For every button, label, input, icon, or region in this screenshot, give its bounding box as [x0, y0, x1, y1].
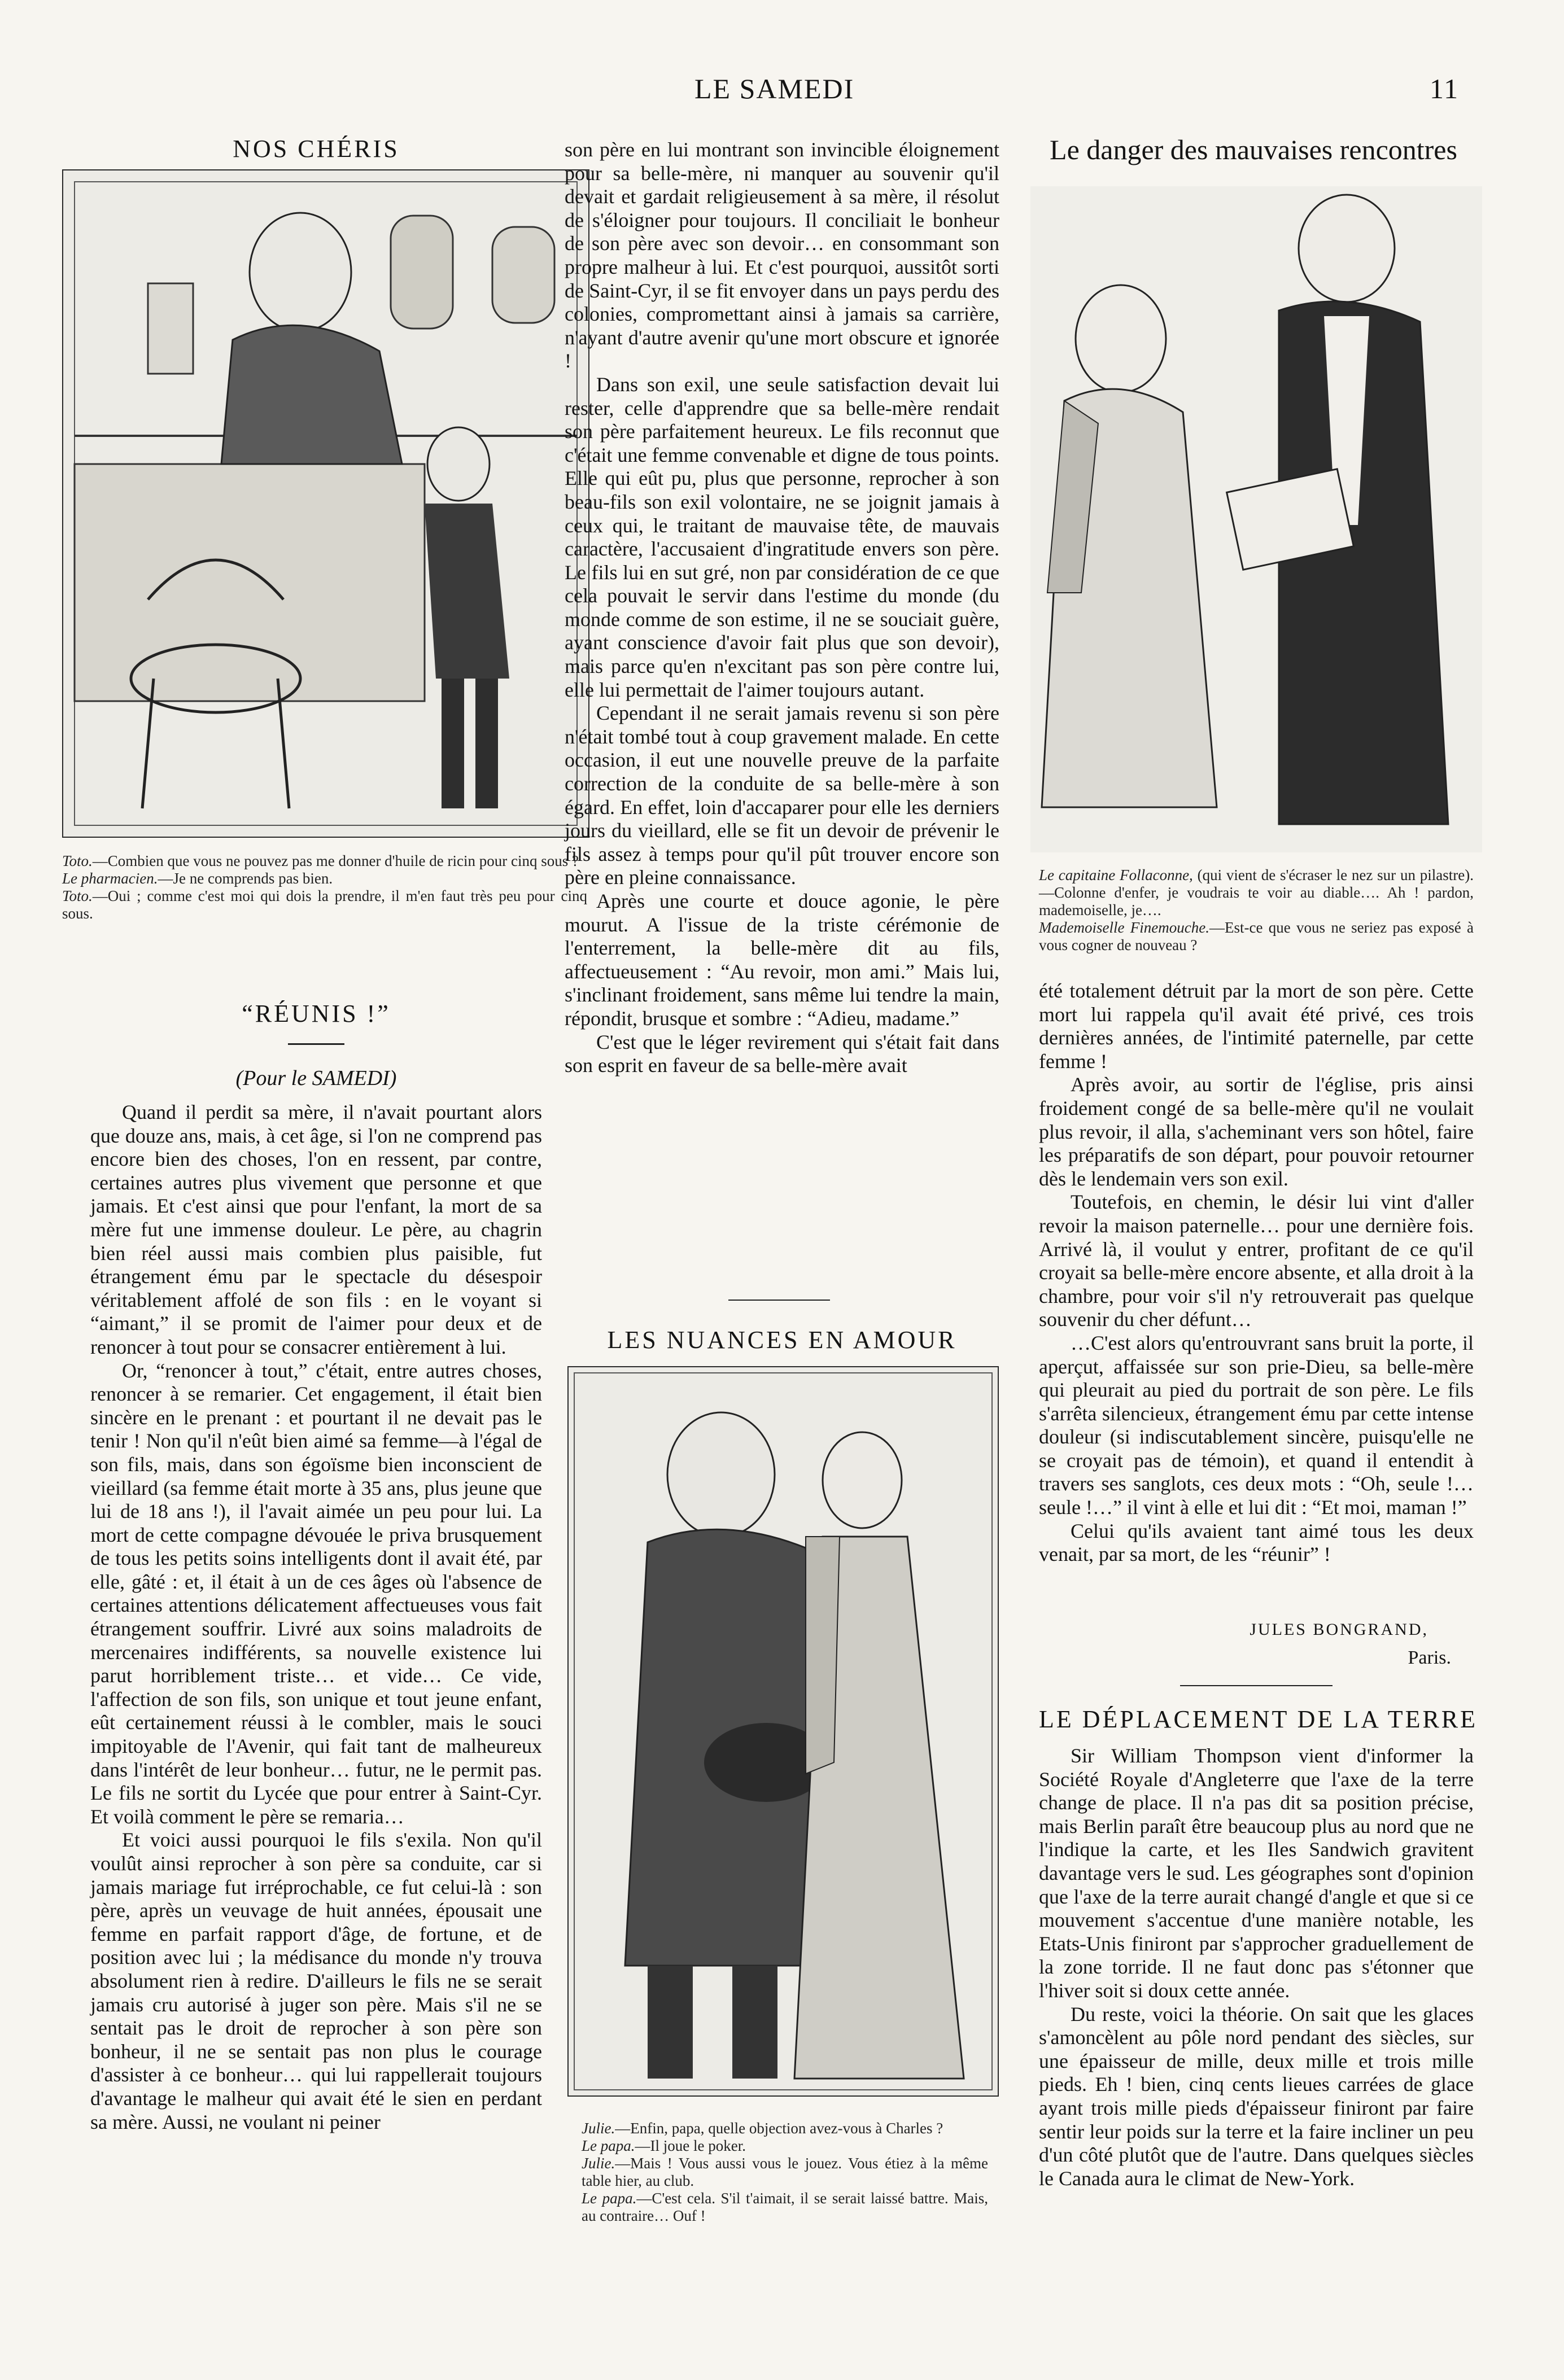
paragraph: …C'est alors qu'entrouvrant sans bruit la porte, il aperçut, affaissée sur son prie-Dieu, sa belle-mère qui pleurait au pied du portrait de son père. Le fils s'arrêta silencieux, étrangement ému par cette intense douleur (si indiscutablement sincère, puisqu'elle ne se croyait pas de témoin), et quand il entendit à travers ses sanglots, ces deux mots : “Oh, seule !… seule !…” il vint à elle et lui dit : “Et moi, maman !” — [1039, 1331, 1474, 1519]
paragraph: Et voici aussi pourquoi le fils s'exila. Non qu'il voulût ainsi reprocher à son père sa conduite, car si jamais mariage fut irréprochable, ce fut celui-là : son père, après un veuvage de huit années, épousait une femme en parfait rapport d'âge, de fortune, et de position avec lui ; la médisance du monde n'y trouva absolument rien à redire. D'ailleurs le fils ne se serait jamais cru autorisé à juger son père. Mais s'il ne se sentait pas le droit de reprocher à son père son bonheur, il ne se sentait pas non plus le courage d'assister à ce bonheur… qui lui rappellerait toujours d'avantage le malheur qui avait été le sien en perdant sa mère. Aussi, ne voulant ni peiner — [90, 1828, 542, 2133]
caption-line: Le pharmacien.—Je ne comprends pas bien. — [62, 870, 333, 887]
caption-line: Mademoiselle Finemouche.—Est-ce que vous ne seriez pas exposé à vous cogner de nouveau ? — [1039, 919, 1474, 953]
author-place: Paris. — [1408, 1647, 1451, 1668]
paragraph: Celui qu'ils avaient tant aimé tous les deux venait, par sa mort, de les “réunir” ! — [1039, 1519, 1474, 1566]
paragraph: C'est que le léger revirement qui s'était fait dans son esprit en faveur de sa belle-mère avait — [565, 1030, 999, 1077]
ballroom-illustration — [1030, 186, 1482, 852]
reunis-column-2 — [565, 138, 999, 1078]
paragraph: Dans son exil, une seule satisfaction devait lui rester, celle d'apprendre que sa belle-mère rendait son père parfaitement heureux. Le fils reconnut que c'était une femme convenable et digne de tous points. Elle qui eût pu, plus que personne, reprocher à son beau-fils son exil volontaire, ne se joignit jamais à ceux qui, le traitant de mauvaise tête, de mauvais caractère, l'accusaient d'ingratitude envers son père. Le fils lui en sut gré, non par considération de ce que cela pouvait le servir dans l'estime du monde (du monde comme de son estime, il ne se souciait guère, ayant conscience d'avoir fait plus que son devoir), mais parce qu'en n'excitant pas son père contre lui, elle lui permettait de l'aimer toujours autant. — [565, 373, 999, 701]
nos-cheris-caption — [62, 852, 587, 922]
caption-line: Julie.—Enfin, papa, quelle objection avez-vous à Charles ? — [582, 2120, 943, 2137]
caption-line: Toto.—Oui ; comme c'est moi qui dois la prendre, il m'en faut très peu pour cinq sous. — [62, 887, 587, 922]
reunis-byline: (Pour le SAMEDI) — [235, 1066, 397, 1090]
danger-title: Le danger des mauvaises rencontres — [1050, 134, 1457, 165]
reunis-title: “RÉUNIS !” — [242, 1000, 391, 1027]
poker-illustration — [567, 1366, 999, 2097]
reunis-column-3 — [1039, 979, 1474, 1567]
caption-line: Le papa.—Il joue le poker. — [582, 2137, 746, 2154]
paragraph: Or, “renoncer à tout,” c'était, entre autres choses, renoncer à se remarier. Cet engagement, il était bien sincère en le prenant : et pourtant il ne devait pas le tenir ! Non qu'il n'eût bien aimé sa femme—à l'égal de son fils, mais, dans son égoïsme bien inconscient de vieillard (sa femme était morte à 35 ans, plus jeune que lui de 18 ans !), il l'avait aimée un peu pour lui. La mort de cette compagne dévouée le priva brusquement de tous les petits soins intelligents dont il avait été, par elle, gâté : et, il était à un de ces âges où l'absence de certaines attentions délicatement affectueuses vous fait étrangement souffrir. Livré aux soins maladroits de mercenaires indifférents, sa nouvelle existence lui parut horriblement triste… et vide… Ce vide, l'affection de son fils, son unique et tout jeune enfant, eût certainement réussi à le combler, mais le souci impitoyable de l'Avenir, qui fait tant de malheureux dans l'intérêt de leur bonheur… futur, ne le permit pas. Le fils ne sortit du Lycée que pour entrer à Saint-Cyr. Et voilà comment le père se remaria… — [90, 1359, 542, 1828]
running-title: LE SAMEDI — [694, 73, 855, 104]
danger-caption — [1039, 867, 1474, 954]
reunis-column-1 — [90, 1101, 542, 2134]
nuances-title: LES NUANCES EN AMOUR — [607, 1326, 957, 1354]
caption-line: Le capitaine Follaconne, (qui vient de s'écraser le nez sur un pilastre). —Colonne d'enfer, je voudrais te voir au diable…. Ah ! pardon, mademoiselle, je…. — [1039, 867, 1474, 918]
paragraph: Après une courte et douce agonie, le père mourut. A l'issue de la triste cérémonie de l'enterrement, la belle-mère dit au fils, affectueusement : “Au revoir, mon ami.” Mais lui, s'inclinant froidement, sans même lui tendre la main, répondit, brusque et sombre : “Adieu, madame.” — [565, 890, 999, 1030]
nos-cheris-title: NOS CHÉRIS — [233, 135, 400, 163]
paragraph: Quand il perdit sa mère, il n'avait pourtant alors que douze ans, mais, à cet âge, si l'on ne comprend pas encore bien des choses, l'on en ressent, par contre, certaines autres plus vivement que personne et que jamais. Et c'est ainsi que pour l'enfant, la mort de sa mère fut une immense douleur. Le père, au chagrin bien réel aussi mais combien plus paisible, fut étrangement ému par le spectacle du désespoir véritablement affolé de son fils : en le voyant si “aimant,” il se promit de l'aimer pour deux et de renoncer à tout pour se consacrer entièrement à lui. — [90, 1101, 542, 1358]
caption-line: Julie.—Mais ! Vous aussi vous le jouez. Vous étiez à la même table hier, au club. — [582, 2155, 988, 2189]
author-signature: JULES BONGRAND, — [1250, 1620, 1428, 1639]
nuances-caption — [582, 2120, 988, 2225]
title-rule — [288, 1043, 344, 1045]
paragraph: son père en lui montrant son invincible éloignement pour sa belle-mère, ni manquer au souvenir qu'il devait et gardait religieusement à sa mère, il résolut de s'éloigner pour toujours. Il conciliait le bonheur de son père avec son devoir… en consommant son propre malheur à lui. Et c'est pourquoi, aussitôt sorti de Saint-Cyr, il se fit envoyer dans un pays perdu des colonies, compromettant ainsi à jamais sa carrière, n'ayant d'autre avenir qu'une mort obscure et ignorée ! — [565, 138, 999, 373]
paragraph: Cependant il ne serait jamais revenu si son père n'était tombé tout à coup gravement malade. En cette occasion, il eut une nouvelle preuve de la parfaite correction de la conduite de sa belle-mère à son égard. En effet, loin d'accaparer pour elle les derniers jours du vieillard, elle se fit un devoir de prévenir le fils assez à temps pour qu'il pût trouver encore son père en pleine connaissance. — [565, 702, 999, 889]
section-rule — [1180, 1685, 1333, 1686]
section-rule — [728, 1300, 830, 1301]
page-number: 11 — [1430, 73, 1460, 104]
paragraph: été totalement détruit par la mort de son père. Cette mort lui rappela qu'il avait été privé, ces trois dernières années, de l'intimité paternelle, par cette femme ! — [1039, 979, 1474, 1073]
deplacement-title: LE DÉPLACEMENT DE LA TERRE — [1039, 1705, 1478, 1733]
pharmacy-illustration — [62, 169, 589, 838]
paragraph: Sir William Thompson vient d'informer la Société Royale d'Angleterre que l'axe de la terre change de place. Il n'a pas dit sa position précise, mais Berlin paraît être beaucoup plus au nord que ne l'indique la carte, et les Iles Sandwich gravitent davantage vers le sud. Les géographes sont d'opinion que l'axe de la terre aurait changé d'angle et que si ce mouvement s'accentue d'une manière notable, les Etats-Unis finiront par s'approcher graduellement de la zone torride. Il ne faut donc pas s'étonner que l'hiver soit si doux cette année. — [1039, 1744, 1474, 2002]
paragraph: Toutefois, en chemin, le désir lui vint d'aller revoir la maison paternelle… pour une dernière fois. Arrivé là, il voulut y entrer, profitant de ce qu'il croyait sa belle-mère encore absente, et alla droit à la chambre, pour voir s'il n'y retrouverait pas quelque souvenir du cher défunt… — [1039, 1191, 1474, 1331]
paragraph: Après avoir, au sortir de l'église, pris ainsi froidement congé de sa belle-mère qu'il ne voulait plus revoir, il alla, s'acheminant vers son hôtel, faire les préparatifs de son départ, pour pouvoir retourner dès le lendemain vers son exil. — [1039, 1073, 1474, 1190]
paragraph: Du reste, voici la théorie. On sait que les glaces s'amoncèlent au pôle nord pendant des siècles, sur une épaisseur de mille, deux mille et trois mille pieds. Eh ! bien, cinq cents lieues carrées de glace ayant trois mille pieds d'épaisseur finiront par faire sentir leur poids sur la terre et la faire incliner un peu d'un côté plutôt que de l'autre. Dans quelques siècles le Canada aura le climat de New-York. — [1039, 2002, 1474, 2190]
caption-line: Le papa.—C'est cela. S'il t'aimait, il se serait laissé battre. Mais, au contraire… Ouf ! — [582, 2190, 988, 2224]
caption-line: Toto.—Combien que vous ne pouvez pas me donner d'huile de ricin pour cinq sous ? — [62, 852, 579, 869]
deplacement-body — [1039, 1744, 1474, 2190]
